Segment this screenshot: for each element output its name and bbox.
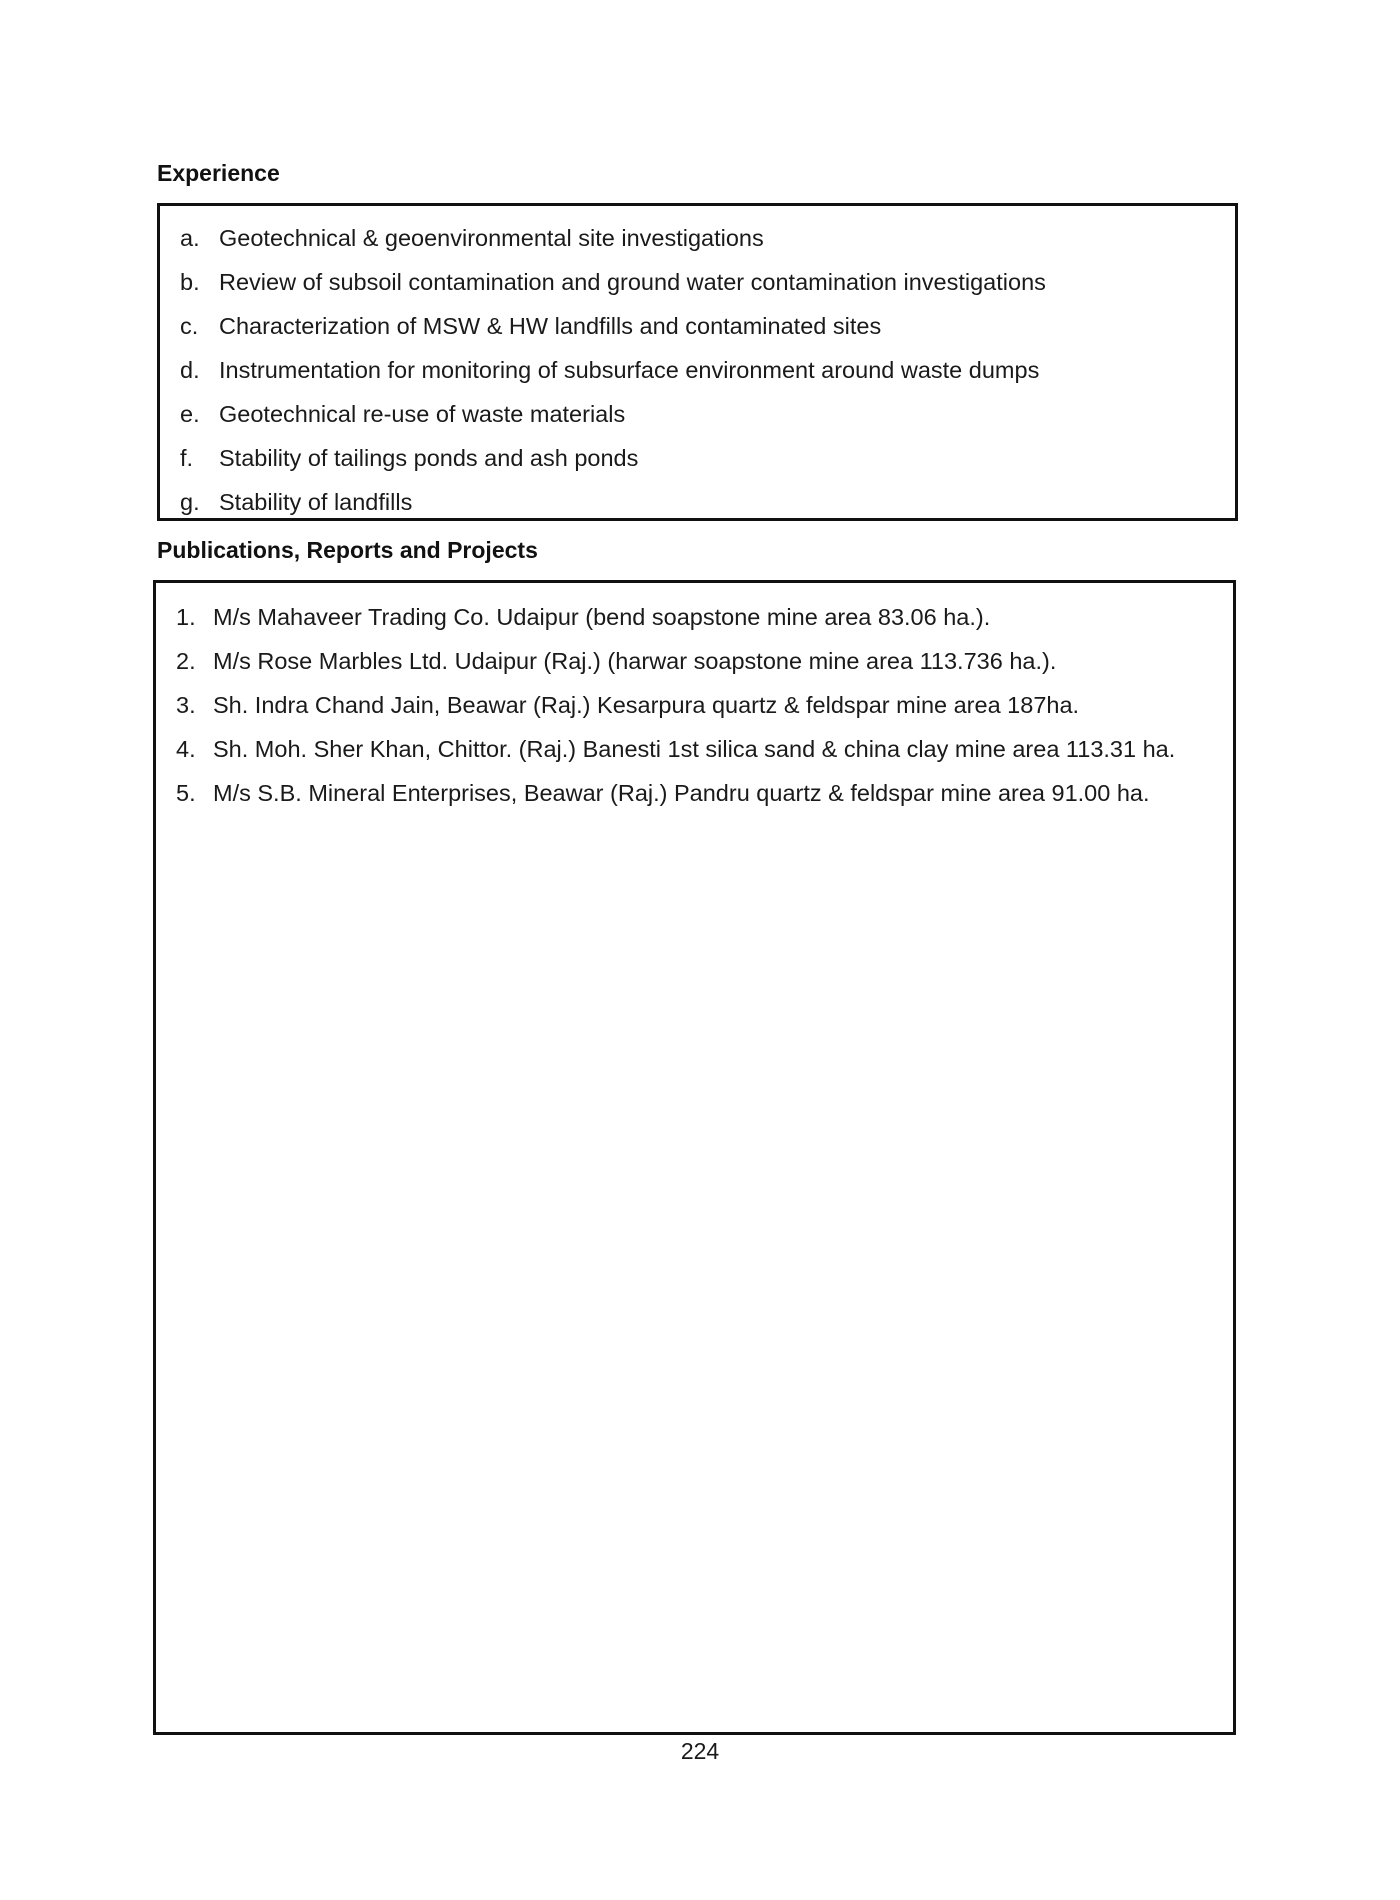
experience-item-text: Stability of landfills <box>219 489 413 515</box>
list-marker: b. <box>180 269 200 295</box>
publication-item-text: M/s S.B. Mineral Enterprises, Beawar (Raj.) Pandru quartz & feldspar mine area 91.00 ha. <box>213 780 1150 806</box>
experience-item-text: Geotechnical & geoenvironmental site investigations <box>219 225 764 251</box>
experience-item <box>160 348 1235 392</box>
experience-heading: Experience <box>157 160 280 186</box>
experience-item <box>160 304 1235 348</box>
experience-item <box>160 260 1235 304</box>
list-marker: a. <box>180 225 200 251</box>
list-marker: 3. <box>176 692 196 718</box>
experience-item <box>160 480 1235 524</box>
publication-item <box>156 595 1233 639</box>
publications-box <box>153 580 1236 1735</box>
list-marker: g. <box>180 489 200 515</box>
experience-box <box>157 203 1238 521</box>
experience-item-text: Instrumentation for monitoring of subsurface environment around waste dumps <box>219 357 1040 383</box>
list-marker: 2. <box>176 648 196 674</box>
experience-item-text: Review of subsoil contamination and ground water contamination investigations <box>219 269 1046 295</box>
publication-item-text: M/s Rose Marbles Ltd. Udaipur (Raj.) (harwar soapstone mine area 113.736 ha.). <box>213 648 1057 674</box>
experience-item <box>160 216 1235 260</box>
experience-item <box>160 436 1235 480</box>
list-marker: e. <box>180 401 200 427</box>
publication-item <box>156 727 1233 771</box>
experience-item-text: Geotechnical re-use of waste materials <box>219 401 626 427</box>
list-marker: 1. <box>176 604 196 630</box>
publication-item-text: Sh. Moh. Sher Khan, Chittor. (Raj.) Banesti 1st silica sand & china clay mine area 113.31 ha. <box>213 736 1176 762</box>
publication-item-text: Sh. Indra Chand Jain, Beawar (Raj.) Kesarpura quartz & feldspar mine area 187ha. <box>213 692 1080 718</box>
experience-item <box>160 392 1235 436</box>
publication-item <box>156 639 1233 683</box>
list-marker: 5. <box>176 780 196 806</box>
list-marker: d. <box>180 357 200 383</box>
list-marker: f. <box>180 445 194 471</box>
page-number: 224 <box>680 1738 720 1764</box>
list-marker: 4. <box>176 736 196 762</box>
experience-item-text: Stability of tailings ponds and ash ponds <box>219 445 639 471</box>
experience-item-text: Characterization of MSW & HW landfills and contaminated sites <box>219 313 882 339</box>
publications-list <box>156 595 1233 815</box>
publications-heading: Publications, Reports and Projects <box>157 537 538 563</box>
publication-item <box>156 771 1233 815</box>
publication-item-text: M/s Mahaveer Trading Co. Udaipur (bend soapstone mine area 83.06 ha.). <box>213 604 991 630</box>
experience-list <box>160 216 1235 524</box>
list-marker: c. <box>180 313 199 339</box>
publication-item <box>156 683 1233 727</box>
